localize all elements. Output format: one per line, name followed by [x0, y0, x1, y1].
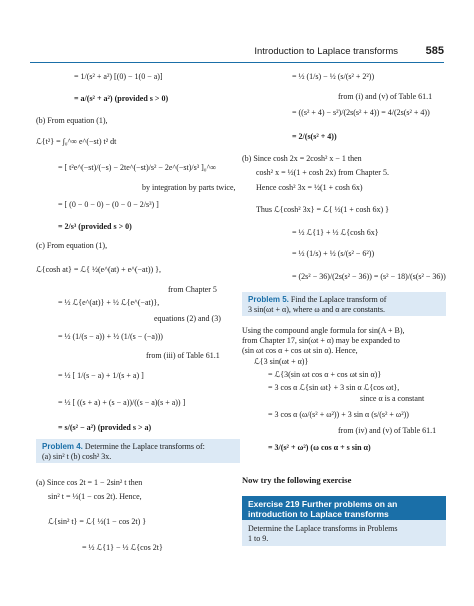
exercise-header: [242, 496, 446, 520]
right-column-line: = (2s² − 36)/(2s(s² − 36)) = (s² − 18)/(s(s² − 36)): [292, 272, 446, 281]
left-after-line: = ½ ℒ{1} − ½ ℒ{cos 2t}: [82, 543, 163, 552]
exercise-title: Exercise 219 Further problems on an introduction to Laplace transforms: [248, 499, 398, 519]
now-try-heading: Now try the following exercise: [242, 475, 352, 485]
right-after-line: (sin ωt cos α + cos ωt sin α). Hence,: [242, 346, 358, 355]
running-header-title: Introduction to Laplace transforms: [254, 46, 398, 57]
problem-5-text: Find the Laplace transform of: [290, 295, 387, 304]
left-column-line: = a/(s² + a²) (provided s > 0): [74, 94, 169, 103]
right-column-line: from (i) and (v) of Table 61.1: [338, 92, 433, 101]
left-column-line: = ½ [ 1/(s − a) + 1/(s + a) ]: [58, 371, 144, 380]
left-column-line: = [ (0 − 0 − 0) − (0 − 0 − 2/s³) ]: [58, 200, 159, 209]
problem-5-text2: 3 sin(ωt + α), where ω and α are constants.: [248, 305, 385, 314]
left-column-line: = ½ (1/(s − a)) + ½ (1/(s − (−a))): [58, 332, 163, 341]
right-after-line: since α is a constant: [360, 394, 425, 403]
problem-4-box: [36, 439, 240, 463]
left-column-line: ℒ{cosh at} = ℒ{ ½(e^(at) + e^(−at)) },: [36, 265, 161, 274]
left-column-line: = [ t²e^(−st)/(−s) − 2te^(−st)/s² − 2e^(−st)/s³ ]₀^∞: [58, 163, 217, 172]
left-column-line: = 1/(s² + a²) [(0) − 1(0 − a)]: [74, 72, 163, 81]
left-column-line: = s/(s² − a²) (provided s > a): [58, 423, 152, 432]
right-after-line: = 3 cos α (ω/(s² + ω²)) + 3 sin α (s/(s² + ω²)): [268, 410, 409, 419]
right-column-line: = ((s² + 4) − s²)/(2s(s² + 4)) = 4/(2s(s² + 4)): [292, 108, 430, 117]
right-after-line: Using the compound angle formula for sin(A + B),: [242, 326, 405, 335]
right-after-line: = 3/(s² + ω²) (ω cos α + s sin α): [268, 443, 371, 452]
right-after-line: ℒ{3 sin(ωt + α)}: [254, 357, 309, 366]
problem-5-box: [242, 292, 446, 316]
exercise-line-2: 1 to 9.: [248, 534, 269, 543]
left-column-line: equations (2) and (3): [154, 314, 221, 323]
left-after-line: ℒ{sin² t} = ℒ{ ½(1 − cos 2t) }: [48, 517, 147, 526]
problem-4-text: Determine the Laplace transforms of:: [84, 442, 205, 451]
left-column-line: = ½ ℒ{e^(at)} + ½ ℒ{e^(−at)},: [58, 298, 160, 307]
left-column-line: (c) From equation (1),: [36, 241, 108, 250]
right-after-line: = 3 cos α ℒ{sin ωt} + 3 sin α ℒ{cos ωt},: [268, 383, 400, 392]
left-after-line: sin² t = ½(1 − cos 2t). Hence,: [48, 492, 142, 501]
left-column-line: = 2/s³ (provided s > 0): [58, 222, 132, 231]
right-column-line: = 2/(s(s² + 4)): [292, 132, 337, 141]
right-column-line: Thus ℒ{cosh² 3x} = ℒ{ ½(1 + cosh 6x) }: [256, 205, 389, 214]
right-column-line: cosh² x = ½(1 + cosh 2x) from Chapter 5.: [256, 168, 389, 177]
right-column-line: = ½ (1/s) − ½ (s/(s² + 2²)): [292, 72, 375, 81]
problem-4-label: Problem 4.: [42, 442, 83, 451]
problem-5-label: Problem 5.: [248, 295, 289, 304]
left-column-line: = ½ [ ((s + a) + (s − a))/((s − a)(s + a)) ]: [58, 398, 186, 407]
header-rule: [30, 62, 444, 63]
problem-4-text2: (a) sin² t (b) cosh² 3x.: [42, 452, 112, 461]
right-after-line: = ℒ{3(sin ωt cos α + cos ωt sin α)}: [268, 370, 382, 379]
left-column-line: from (iii) of Table 61.1: [146, 351, 220, 360]
page-number: 585: [425, 45, 444, 57]
right-column-line: = ½ (1/s) + ½ (s/(s² − 6²)): [292, 249, 375, 258]
right-column-line: (b) Since cosh 2x = 2cosh² x − 1 then: [242, 154, 362, 163]
left-column-line: from Chapter 5: [168, 285, 217, 294]
left-column-line: by integration by parts twice,: [142, 183, 236, 192]
right-column-line: = ½ ℒ{1} + ½ ℒ{cosh 6x}: [292, 228, 379, 237]
left-column-line: (b) From equation (1),: [36, 116, 108, 125]
right-after-line: from (iv) and (v) of Table 61.1: [338, 426, 437, 435]
exercise-line-1: Determine the Laplace transforms in Problems: [248, 524, 398, 533]
right-column-line: Hence cosh² 3x = ½(1 + cosh 6x): [256, 183, 363, 192]
left-column-line: ℒ{t²} = ∫₀^∞ e^(−st) t² dt: [36, 137, 117, 146]
left-after-line: (a) Since cos 2t = 1 − 2sin² t then: [36, 478, 143, 487]
exercise-body: [242, 520, 446, 546]
right-after-line: from Chapter 17, sin(ωt + α) may be expanded to: [242, 336, 400, 345]
